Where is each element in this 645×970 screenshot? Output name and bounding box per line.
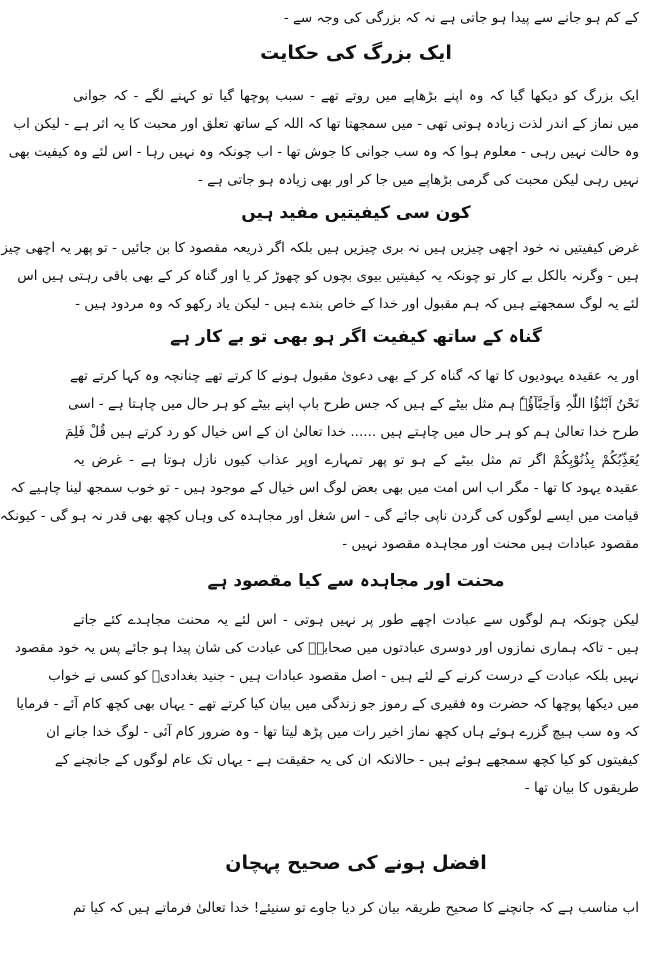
paragraph-line: یُعَذِّبُکُمْ بِذُنُوْبِکُمْ اگر تم مثل بیٹے کے ہو تو پھر تمہارے اوپر عذاب کیوں نازل ہوتا ہے - غرض یہ	[73, 452, 639, 468]
paragraph-line: اور یہ عقیدہ یہودیوں کا تھا کہ گناہ کر کے بھی دعویٰ مقبول ہونے کا کرتے تھے چنانچہ وہ کہا کرتے تھے	[69, 368, 639, 384]
paragraph-line: عقیدہ یہود کا تھا - مگر اب اس امت میں بھی بعض لوگ اس خیال کے موجود ہیں - تو خوب سمجھ لینا چاہیے کہ	[10, 480, 639, 496]
paragraph-line: طرح خدا تعالیٰ ہم کو ہر حال میں چاہتے ہیں ...... خدا تعالیٰ ان کے اس خیال کو رد کرتے ہیں قُلْ فَلِمَ	[65, 424, 639, 440]
section-heading-mufid-kaifiyaten: کون سی کیفیتیں مفید ہیں	[241, 203, 471, 223]
paragraph-line: ایک بزرگ کو دیکھا گیا کہ وہ اپنے بڑھاپے میں روتے تھے - سبب پوچھا گیا تو کہنے لگے - کہ جوانی	[73, 88, 639, 104]
section-heading-mehnat-mujahida: محنت اور مجاہدہ سے کیا مقصود ہے	[207, 571, 505, 591]
paragraph-line: نَحْنُ اَبْنٰٓؤُا اللّٰہِ وَاَحِبَّآؤُہٗ ہم مثل بیٹے کے ہیں کہ جس طرح باپ اپنے بیٹے کو ہر حال میں چاہتا ہے - اسی	[68, 396, 639, 412]
section-heading-gunah-kaifiyat: گناہ کے ساتھ کیفیت اگر ہو بھی تو بے کار ہے	[170, 327, 542, 347]
paragraph-line: قیامت میں ایسے لوگوں کی گردن ناپی جائے گی - اس شغل اور مجاہدہ کی وہاں کچھ بھی قدر نہ ہو گی - کیونکہ	[0, 508, 639, 524]
intro-line: کے کم ہو جانے سے پیدا ہو جاتی ہے نہ کہ بزرگی کی وجہ سے -	[283, 10, 639, 26]
paragraph-line: مقصود عبادات ہیں محنت اور مجاہدہ مقصود نہیں -	[342, 536, 639, 552]
paragraph-line: نہیں بلکہ عبادت کے درست کرنے کے لئے ہیں - اصل مقصود عبادات ہیں - جنید بغدادیؒ کو کسی نے خواب	[48, 668, 639, 684]
section-heading-afzal-pehchan: افضل ہونے کی صحیح پہچان	[225, 852, 487, 874]
paragraph-line: نہیں رہی لیکن محبت کی گرمی بڑھاپے میں جا کر اور بھی زیادہ ہو جاتی ہے -	[198, 172, 639, 188]
section-heading-buzurg-hikayat: ایک بزرگ کی حکایت	[260, 42, 452, 64]
paragraph-line: اب مناسب ہے کہ جانچنے کا صحیح طریقہ بیان کر دیا جاوے تو سنیئے! خدا تعالیٰ فرماتے ہیں کہ کیا تم	[73, 900, 639, 916]
paragraph-line: غرض کیفیتیں نہ خود اچھی چیزیں ہیں نہ بری چیزیں ہیں بلکہ اگر ذریعہ مقصود کا بن جائیں - تو پھر یہ اچھی چیز	[1, 240, 639, 256]
paragraph-line: کہ وہ سب ہیچ گزرے ہوئے ہاں کچھ نماز اخیر رات میں پڑھ لیتا تھا - وہ ضرور کام آئی - لوگ خدا جانے ان	[46, 724, 639, 740]
paragraph-line: طریقوں کا بیان تھا -	[524, 780, 639, 796]
paragraph-line: لئے یہ لوگ سمجھتے ہیں کہ ہم مقبول اور خدا کے خاص بندے ہیں - لیکن یاد رکھو کہ وہ مردود ہیں -	[75, 296, 639, 312]
paragraph-line: کیفیتوں کو کیا کچھ سمجھے ہوئے ہیں - حالانکہ ان کی یہ حقیقت ہے - یہاں تک عام لوگوں کے جانچنے کے	[54, 752, 639, 768]
paragraph-line: ہیں - تاکہ ہماری نمازوں اور دوسری عبادتوں میں صحابہؓ کی عبادت کی شان پیدا ہو جائے پس یہ خود مقصود	[14, 640, 639, 656]
paragraph-line: وہ حالت نہیں رہی - معلوم ہوا کہ وہ سب جوانی کا جوش تھا - اب چونکہ وہ نہیں رہا - اس لئے وہ کیفیت بھی	[8, 144, 639, 160]
paragraph-line: میں دیکھا پوچھا کہ حضرت وہ فقیری کے رموز جو زندگی میں بیان کیا کرتے تھے - یہاں بھی کچھ کام آئے - فرمایا	[16, 696, 639, 712]
paragraph-line: لیکن چونکہ ہم لوگوں سے عبادت اچھے طور پر نہیں ہوتی - اس لئے یہ محنت مجاہدے کئے جاتے	[73, 612, 639, 628]
paragraph-line: میں نماز کے اندر لذت زیادہ ہوتی تھی - میں سمجھتا تھا کہ اللہ کے ساتھ تعلق اور محبت کا یہ اثر ہے - لیکن اب	[13, 116, 639, 132]
paragraph-line: ہیں - وگرنہ بالکل بے کار تو چونکہ یہ کیفیتیں بیوی بچوں کو چھوڑ کر یا اور گناہ کر کے بھی باقی رہتی ہیں اس	[17, 268, 639, 284]
